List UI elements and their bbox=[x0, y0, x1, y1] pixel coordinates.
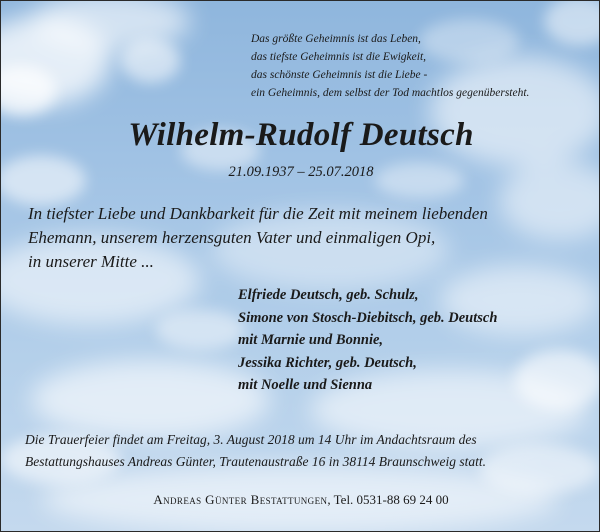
mourner-line: Simone von Stosch-Diebitsch, geb. Deutsch bbox=[238, 309, 498, 326]
deceased-name: Wilhelm-Rudolf Deutsch bbox=[128, 117, 474, 153]
mourner-line: mit Noelle und Sienna bbox=[238, 377, 373, 393]
dedication-line: Ehemann, unserem herzensguten Vater und einmaligen Opi, bbox=[28, 228, 436, 247]
dedication-line: in unserer Mitte ... bbox=[28, 252, 154, 271]
ceremony-line: Die Trauerfeier findet am Freitag, 3. August 2018 um 14 Uhr im Andachtsraum des bbox=[25, 432, 477, 447]
funeral-home-name: Andreas Günter Bestattungen bbox=[153, 492, 328, 507]
mourners-list bbox=[238, 284, 596, 397]
dedication-text bbox=[28, 202, 593, 274]
poem-line: das schönste Geheimnis ist die Liebe - bbox=[251, 69, 428, 81]
life-dates: 21.09.1937 – 25.07.2018 bbox=[228, 164, 374, 180]
mourner-line: Elfriede Deutsch, geb. Schulz, bbox=[238, 287, 419, 303]
mourner-line: mit Marnie und Bonnie, bbox=[238, 332, 384, 348]
poem-line: Das größte Geheimnis ist das Leben, bbox=[251, 33, 421, 45]
poem-line: das tiefste Geheimnis ist die Ewigkeit, bbox=[251, 51, 427, 63]
dedication-line: In tiefster Liebe und Dankbarkeit für die Zeit mit meinem liebenden bbox=[28, 204, 488, 223]
poem-line: ein Geheimnis, dem selbst der Tod machtlos gegenübersteht. bbox=[251, 87, 530, 99]
funeral-home-footer bbox=[1, 491, 600, 509]
ceremony-line: Bestattungshauses Andreas Günter, Trautenaustraße 16 in 38114 Braunschweig statt. bbox=[25, 454, 487, 469]
funeral-ceremony-info bbox=[25, 429, 595, 473]
opening-poem bbox=[251, 30, 596, 102]
mourner-line: Jessika Richter, geb. Deutsch, bbox=[238, 354, 417, 371]
funeral-home-phone: , Tel. 0531-88 69 24 00 bbox=[327, 492, 449, 507]
